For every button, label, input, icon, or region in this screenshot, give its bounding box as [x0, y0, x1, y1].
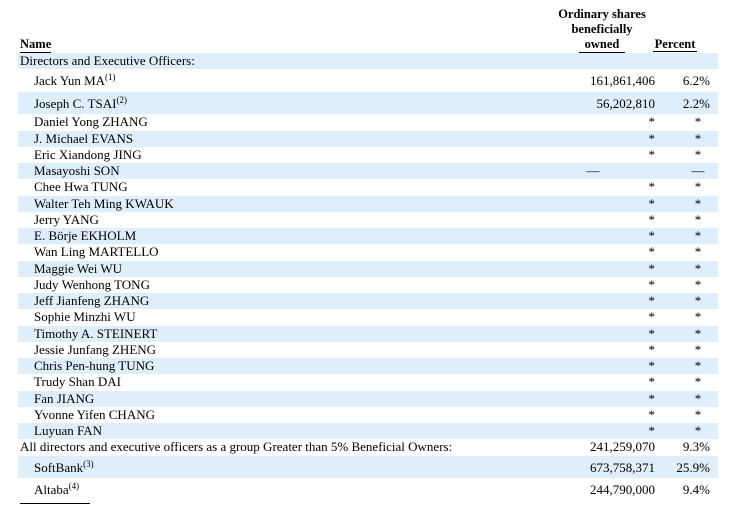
percent-owned: * — [694, 325, 702, 341]
holder-name — [34, 423, 102, 439]
table-row — [18, 391, 718, 407]
percent-owned: * — [694, 260, 702, 276]
holder-name — [34, 244, 159, 260]
table-body — [18, 53, 718, 501]
shares-owned: 673,758,371 — [590, 459, 655, 475]
percent-owned: * — [694, 423, 702, 438]
holder-name-text: Jack Yun MA — [34, 73, 106, 89]
percent-owned: * — [694, 244, 702, 260]
footnote-divider — [20, 503, 90, 504]
table-row — [18, 179, 718, 195]
shares-owned: * — [648, 195, 655, 211]
holder-name — [34, 92, 127, 116]
table-row — [18, 456, 718, 479]
holder-name — [34, 228, 136, 244]
holder-name — [34, 196, 174, 212]
shares-owned: * — [648, 358, 655, 373]
holder-name — [34, 407, 155, 423]
table-row — [18, 358, 718, 374]
shares-owned: * — [648, 260, 655, 276]
percent-owned: * — [694, 406, 702, 422]
holder-name-text: Maggie Wei WU — [34, 260, 123, 276]
percent-owned: * — [694, 179, 702, 195]
table-row — [18, 244, 718, 260]
holder-name — [34, 277, 150, 293]
shares-owned: * — [648, 325, 655, 341]
table-row — [18, 342, 718, 358]
table-row — [18, 131, 718, 147]
holder-name-text: Sophie Minzhi WU — [34, 309, 136, 325]
holder-name-text: Jeff Jianfeng ZHANG — [34, 293, 150, 308]
percent-owned: * — [694, 374, 702, 390]
table-row — [18, 326, 718, 342]
holder-name-text: Luyuan FAN — [34, 423, 103, 438]
holder-name — [34, 456, 94, 480]
table-row — [18, 163, 718, 179]
holder-name-text: Walter Teh Ming KWAUK — [34, 195, 174, 211]
holder-name — [34, 391, 94, 407]
percent-owned: * — [694, 358, 702, 373]
holder-name — [20, 53, 195, 69]
holder-name — [34, 69, 116, 93]
table-row — [18, 114, 718, 130]
percent-owned: * — [694, 146, 702, 162]
percent-owned: * — [694, 114, 702, 130]
shares-owned: * — [648, 293, 655, 308]
holder-name-text: Timothy A. STEINERT — [34, 325, 158, 341]
percent-column-header — [650, 37, 700, 52]
holder-name — [34, 342, 156, 358]
percent-owned: * — [694, 228, 702, 243]
holder-name-text: Chee Hwa TUNG — [34, 179, 128, 195]
table-row — [18, 212, 718, 228]
percent-owned: 9.4% — [682, 482, 710, 497]
percent-owned: * — [694, 130, 702, 146]
holder-name — [34, 179, 128, 195]
shares-owned: * — [648, 423, 655, 438]
holder-name-text: All directors and executive officers as a group Greater than 5% Beneficial Owners: — [20, 439, 453, 455]
holder-name-text: Altaba — [34, 482, 69, 497]
percent-owned: * — [694, 276, 702, 292]
table-row — [18, 423, 718, 439]
table-row — [18, 147, 718, 163]
holder-name-text: Jessie Junfang ZHENG — [34, 341, 157, 357]
holder-name — [34, 374, 121, 390]
percent-owned: * — [694, 293, 702, 308]
table-row — [18, 53, 718, 69]
holder-name-text: Fan JIANG — [34, 390, 95, 406]
shares-column-header — [537, 7, 667, 53]
holder-name — [34, 326, 157, 342]
holder-name-text: Directors and Executive Officers: — [20, 53, 195, 68]
shares-owned: * — [648, 146, 655, 162]
table-row — [18, 196, 718, 212]
holder-name-text: Chris Pen-hung TUNG — [34, 358, 155, 373]
holder-name-text: Jerry YANG — [34, 211, 99, 227]
shares-owned: * — [648, 114, 655, 130]
footnote-ref: (1) — [105, 72, 116, 83]
shares-owned: — — [586, 163, 600, 178]
holder-name — [34, 261, 122, 277]
shares-header-line3: owned — [579, 37, 626, 53]
percent-owned: 25.9% — [676, 459, 710, 475]
percent-owned: * — [694, 341, 702, 357]
shares-owned: * — [648, 211, 655, 227]
shares-owned: 161,861,406 — [590, 73, 655, 89]
table-row — [18, 439, 718, 455]
table-row — [18, 407, 718, 423]
holder-name-text: Trudy Shan DAI — [34, 374, 121, 390]
shares-owned: 241,259,070 — [590, 439, 655, 455]
holder-name-text: Masayoshi SON — [34, 163, 120, 178]
shares-header-line1: Ordinary shares — [558, 7, 646, 21]
holder-name-text: Wan Ling MARTELLO — [34, 244, 159, 260]
holder-name — [34, 478, 79, 502]
shares-header-line2: beneficially — [571, 22, 633, 36]
shares-owned: * — [648, 244, 655, 260]
holder-name — [34, 163, 120, 179]
holder-name-text: E. Börje EKHOLM — [34, 228, 137, 243]
percent-owned: * — [694, 390, 702, 406]
holder-name — [34, 293, 149, 309]
holder-name-text: J. Michael EVANS — [34, 130, 134, 146]
footnote-ref: (3) — [83, 458, 94, 469]
shares-owned: * — [648, 374, 655, 390]
percent-header-label: Percent — [654, 37, 696, 51]
shares-owned: 244,790,000 — [590, 482, 655, 497]
holder-name — [34, 131, 133, 147]
table-row — [18, 309, 718, 325]
shares-owned: * — [648, 179, 655, 195]
holder-name — [34, 212, 99, 228]
table-row — [18, 277, 718, 293]
holder-name — [34, 114, 148, 130]
footnote-ref: (4) — [68, 481, 80, 491]
table-row — [18, 92, 718, 115]
shares-owned: * — [648, 406, 655, 422]
table-row — [18, 261, 718, 277]
percent-owned: * — [694, 195, 702, 211]
footnote-ref: (2) — [116, 94, 127, 105]
percent-owned: 9.3% — [682, 439, 710, 455]
table-row — [18, 374, 718, 390]
holder-name-text: Daniel Yong ZHANG — [34, 114, 148, 130]
holder-name-text: SoftBank — [34, 459, 84, 475]
holder-name — [20, 439, 452, 455]
shares-owned: * — [648, 341, 655, 357]
percent-owned: 6.2% — [682, 73, 710, 89]
percent-owned: * — [694, 211, 702, 227]
table-row — [18, 478, 718, 501]
percent-owned: * — [694, 309, 702, 325]
percent-owned: — — [691, 163, 705, 178]
holder-name — [34, 309, 136, 325]
holder-name-text: Eric Xiandong JING — [34, 146, 142, 162]
shares-owned: * — [648, 309, 655, 325]
percent-owned: 2.2% — [682, 95, 710, 111]
table-row — [18, 293, 718, 309]
holder-name — [34, 147, 142, 163]
table-row — [18, 69, 718, 92]
shares-owned: * — [648, 390, 655, 406]
shares-owned: * — [648, 276, 655, 292]
shares-owned: * — [648, 130, 655, 146]
holder-name-text: Yvonne Yifen CHANG — [34, 406, 155, 422]
holder-name — [34, 358, 154, 374]
name-column-header: Name — [20, 37, 52, 51]
shares-owned: 56,202,810 — [596, 95, 655, 111]
holder-name-text: Judy Wenhong TONG — [34, 276, 150, 292]
holder-name-text: Joseph C. TSAI — [34, 95, 117, 111]
table-row — [18, 228, 718, 244]
shares-owned: * — [648, 228, 655, 243]
